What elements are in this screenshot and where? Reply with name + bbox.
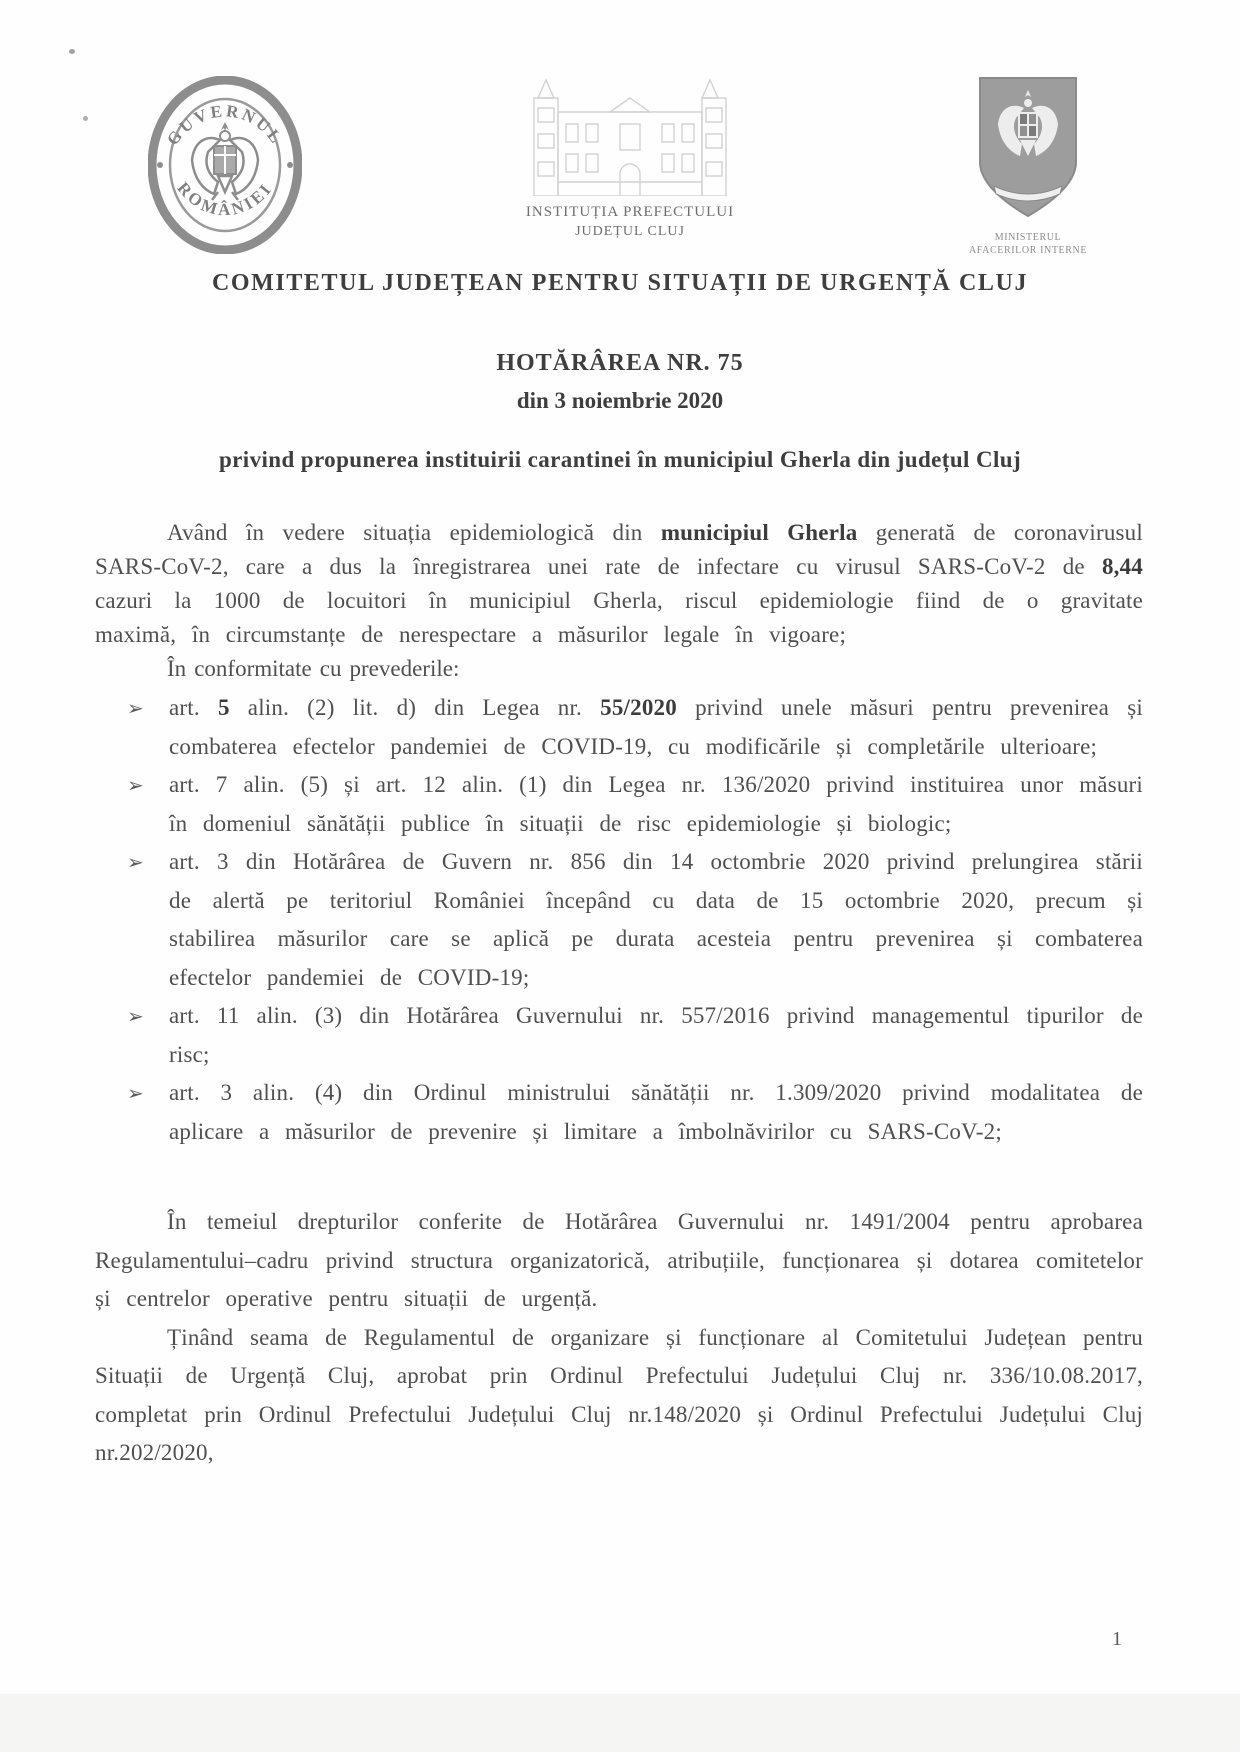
page-number: 1	[1112, 1628, 1122, 1650]
conformity-lead: În conformitate cu prevederile:	[167, 656, 460, 681]
list-item	[95, 843, 1143, 997]
decision-number-title: HOTĂRÂREA NR. 75	[496, 350, 744, 376]
intro-paragraph: Având în vedere situația epidemiologică din municipiul Gherla generată de coronavirusul SARS-CoV-2, care a dus la înregistrarea unei rate de infectare cu virusul SARS-CoV-2 de 8,44 cazuri la 1000 de locuitori în municipiul Gherla, riscul epidemiologie fiind de o gravitate maximă, în circumstanțe de nerespectare a măsurilor legale în vigoare;	[95, 520, 1143, 647]
legal-basis-paragraph: În temeiul drepturilor conferite de Hotărârea Guvernului nr. 1491/2004 pentru aprobarea Regulamentului–cadru privind structura organizatorică, atribuțiile, funcționarea și dotarea comitetelor și centrelor operative pentru situații de urgență.	[95, 1209, 1143, 1311]
document-body	[95, 516, 1143, 1473]
scan-speck	[83, 116, 88, 121]
ministry-caption-line2: AFACERILOR INTERNE	[968, 245, 1088, 256]
ministry-block	[958, 72, 1098, 257]
scan-edge-shadow	[0, 1694, 1240, 1752]
arrow-bullet-icon: ➢	[127, 852, 144, 874]
arrow-bullet-icon: ➢	[127, 1083, 144, 1105]
government-seal	[148, 76, 302, 259]
list-item-text: art. 3 alin. (4) din Ordinul ministrului sănătății nr. 1.309/2020 privind modalitatea de aplicare a măsurilor de prevenire și limitare a îmbolnăvirilor cu SARS-CoV-2;	[169, 1080, 1143, 1144]
seal-bottom-text: ROMÂNIEI	[173, 178, 277, 220]
prefecture-building-icon	[524, 74, 736, 196]
prefecture-block	[510, 74, 750, 241]
list-item-text: art. 5 alin. (2) lit. d) din Legea nr. 55/2020 privind unele măsuri pentru prevenirea și combaterea efectelor pandemiei de COVID-19, cu modificările și completările ulterioare;	[169, 695, 1143, 759]
list-item-text: art. 3 din Hotărârea de Guvern nr. 856 din 14 octombrie 2020 privind prelungirea stării de alertă pe teritoriul României începând cu data de 15 octombrie 2020, precum și stabilirea măsurilor care se aplică pe durata acesteia pentru prevenirea și combaterea efectelor pandemiei de COVID-19;	[169, 849, 1143, 990]
arrow-bullet-icon: ➢	[127, 698, 144, 720]
list-item-text: art. 7 alin. (5) și art. 12 alin. (1) din Legea nr. 136/2020 privind instituirea unor măsuri în domeniul sănătății publice în situații de risc epidemiologie și biologic;	[169, 772, 1143, 836]
mai-coat-of-arms-icon	[974, 72, 1082, 222]
list-item-text: art. 11 alin. (3) din Hotărârea Guvernului nr. 557/2016 privind managementul tipurilor de risc;	[169, 1003, 1143, 1067]
committee-title: COMITETUL JUDEȚEAN PENTRU SITUAȚII DE URGENȚĂ CLUJ	[211, 270, 1029, 296]
prefecture-caption-line2: JUDEȚUL CLUJ	[575, 224, 685, 239]
ministry-caption-line1: MINISTERUL	[994, 232, 1062, 243]
arrow-bullet-icon: ➢	[127, 1006, 144, 1028]
seal-top-text: GUVERNUL	[163, 101, 288, 149]
legal-references-list	[95, 689, 1143, 1151]
guvernul-romaniei-seal-icon	[148, 76, 302, 254]
decision-date: din 3 noiembrie 2020	[516, 388, 724, 413]
prefecture-caption-line1: INSTITUȚIA PREFECTULUI	[525, 204, 735, 220]
list-item	[95, 997, 1143, 1074]
eagle-emblem-icon	[192, 122, 258, 200]
scan-speck	[69, 49, 75, 54]
list-item	[95, 689, 1143, 766]
arrow-bullet-icon: ➢	[127, 775, 144, 797]
list-item	[95, 1074, 1143, 1151]
decision-subject: privind propunerea instituirii carantinei în municipiul Gherla din județul Cluj	[218, 447, 1022, 472]
closing-paragraph: Ținând seama de Regulamentul de organizare și funcționare al Comitetului Județean pentru Situații de Urgență Cluj, aprobat prin Ordinul Prefectului Județului Cluj nr. 336/10.08.2017, completat prin Ordinul Prefectului Județului Cluj nr.148/2020 și Ordinul Prefectului Județului Cluj nr.202/2020,	[95, 1324, 1143, 1465]
list-item	[95, 766, 1143, 843]
